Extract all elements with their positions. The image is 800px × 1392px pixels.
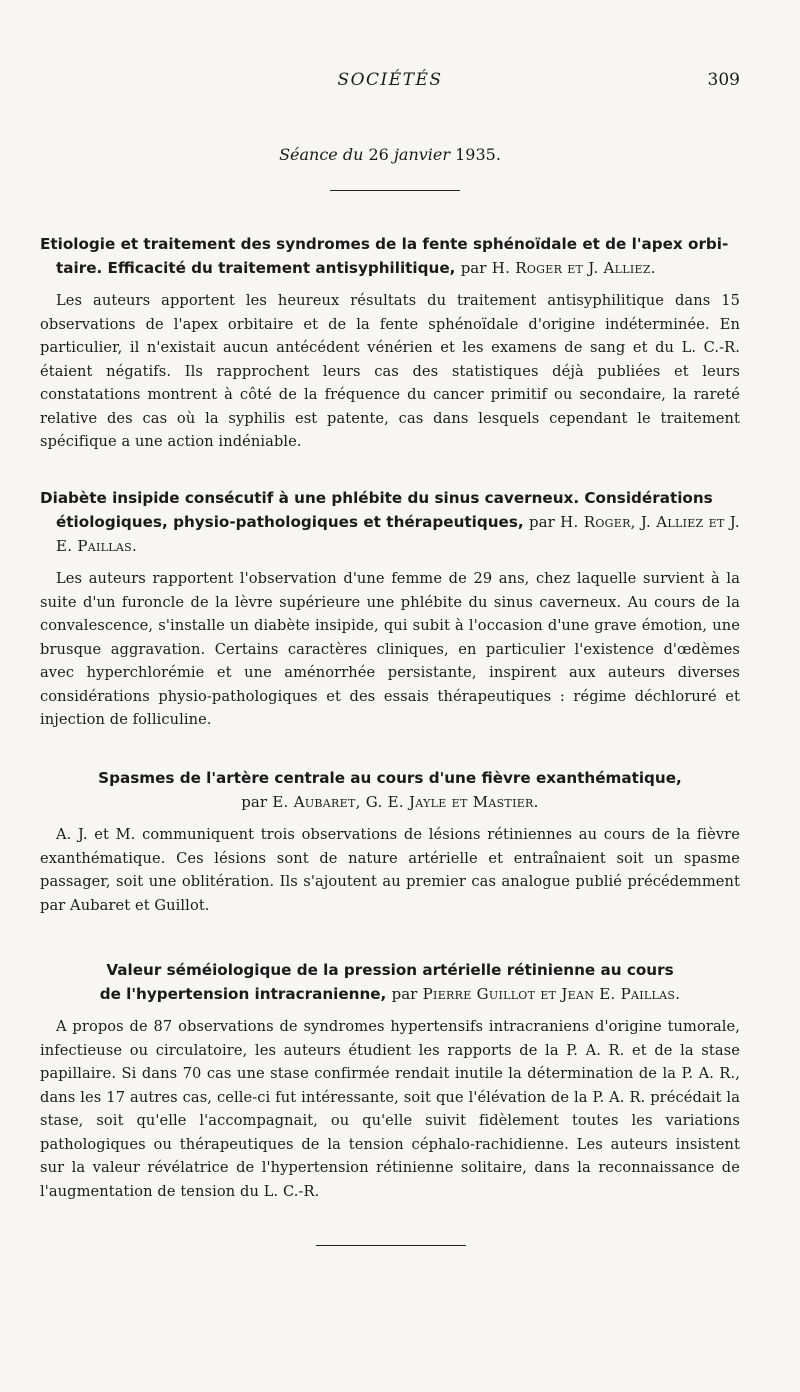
running-head: SOCIÉTÉS bbox=[337, 70, 443, 90]
title-line-2 bbox=[40, 790, 740, 814]
article-2 bbox=[40, 486, 740, 732]
article-title bbox=[40, 766, 740, 814]
byline-par: par bbox=[391, 985, 418, 1003]
byline-par: par bbox=[460, 259, 487, 277]
article-authors: H. Roger, J. Alliez et J. E. Paillas. bbox=[56, 513, 740, 555]
article-4 bbox=[40, 958, 740, 1203]
session-year: 1935. bbox=[455, 145, 501, 164]
article-authors: H. Roger et J. Alliez. bbox=[491, 259, 656, 277]
session-day: 26 bbox=[368, 145, 389, 164]
title-line-2-text: étiologiques, physio-pathologiques et thérapeutiques, bbox=[56, 513, 524, 531]
article-title bbox=[40, 958, 740, 1006]
session-label: Séance du bbox=[279, 145, 364, 164]
byline-par: par bbox=[241, 793, 268, 811]
title-line-2 bbox=[40, 982, 740, 1006]
bottom-divider bbox=[316, 1245, 466, 1246]
page-number: 309 bbox=[707, 70, 740, 90]
article-title bbox=[40, 486, 740, 558]
article-abstract: Les auteurs rapportent l'observation d'une femme de 29 ans, chez laquelle survient à la suite d'un furoncle de la lèvre supérieure une phlébite du sinus caverneux. Au cours de la convalescence, s'installe un diabète insipide, qui subit à l'occasion d'une grave émotion, une brusque aggravation. Certains caractères cliniques, en particulier l'existence d'œdèmes avec hyperchlorémie et une aménorrhée persistante, inspirent aux auteurs diverses considérations physio-pathologiques et des essais thérapeutiques : régime déchloruré et injection de folliculine. bbox=[40, 570, 740, 728]
article-abstract: A propos de 87 observations de syndromes hypertensifs intracraniens d'origine tumorale, infectieuse ou circulatoire, les auteurs étudient les rapports de la P. A. R. et de la stase papillaire. Si dans 70 cas une stase confirmée rendait inutile la détermination de la P. A. R., dans les 17 autres cas, celle-ci fut intéressante, soit que l'élévation de la P. A. R. précédait la stase, soit qu'elle l'accompagnait, ou qu'elle suivit fidèlement toutes les variations pathologiques ou thérapeutiques de la tension céphalo-rachidienne. Les auteurs insistent sur la valeur révélatrice de l'hypertension rétinienne solitaire, dans la reconnaissance de l'augmentation de tension du L. C.-R. bbox=[40, 1018, 740, 1200]
title-line-2 bbox=[40, 510, 740, 558]
title-line-2-text: taire. Efficacité du traitement antisyphilitique, bbox=[56, 259, 456, 277]
byline-par: par bbox=[529, 513, 555, 531]
title-line-1: Spasmes de l'artère centrale au cours d'une fièvre exanthématique, bbox=[98, 769, 682, 787]
journal-page bbox=[40, 0, 740, 1392]
session-date bbox=[40, 145, 740, 164]
article-1 bbox=[40, 232, 740, 454]
session-month: janvier bbox=[393, 145, 451, 164]
title-line-1: Diabète insipide consécutif à une phlébite du sinus caverneux. Considérations bbox=[40, 489, 713, 507]
title-line-2-text: de l'hypertension intracranienne, bbox=[99, 985, 387, 1003]
article-3 bbox=[40, 766, 740, 917]
title-line-1: Etiologie et traitement des syndromes de la fente sphénoïdale et de l'apex orbi- bbox=[40, 235, 729, 253]
article-authors: Pierre Guillot et Jean E. Paillas. bbox=[422, 985, 681, 1003]
article-title bbox=[40, 232, 740, 280]
article-abstract: Les auteurs apportent les heureux résultats du traitement antisyphilitique dans 15 observations de l'apex orbitaire et de la fente sphénoïdale d'origine indéterminée. En particulier, il n'existait aucun antécédent vénérien et les examens de sang et du L. C.-R. étaient négatifs. Ils rapprochent leurs cas des statistiques déjà publiées et leurs constatations montrent à côté de la fréquence du cancer primitif ou secondaire, la rareté relative des cas où la syphilis est patente, cas dans lesquels cependant le traitement spécifique a une action indéniable. bbox=[40, 292, 740, 450]
title-line-2 bbox=[40, 256, 740, 280]
top-divider bbox=[330, 190, 460, 191]
page-header bbox=[40, 70, 740, 96]
article-abstract: A. J. et M. communiquent trois observations de lésions rétiniennes au cours de la fièvre exanthématique. Ces lésions sont de nature artérielle et entraînaient soit un spasme passager, soit une oblitération. Ils s'ajoutent au premier cas analogue publié précédemment par Aubaret et Guillot. bbox=[40, 826, 740, 914]
title-line-1: Valeur séméiologique de la pression artérielle rétinienne au cours bbox=[106, 961, 674, 979]
article-authors: E. Aubaret, G. E. Jayle et Mastier. bbox=[272, 793, 539, 811]
